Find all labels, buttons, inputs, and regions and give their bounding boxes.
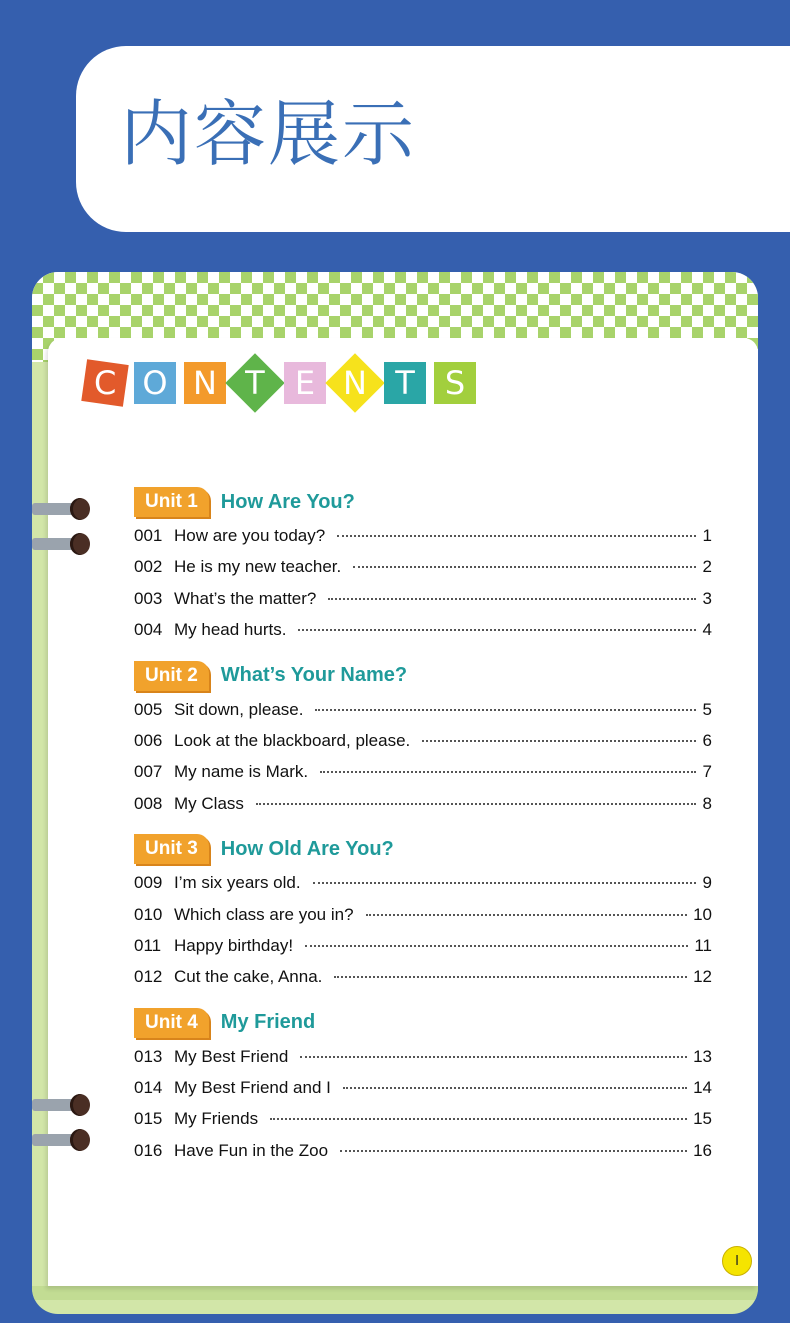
dot-leader — [270, 1118, 687, 1120]
dot-leader — [315, 709, 696, 711]
unit-section — [134, 833, 712, 999]
lesson-page-number: 6 — [702, 730, 712, 750]
contents-letter-tile: O — [134, 362, 176, 404]
lesson-page-number: 8 — [702, 793, 712, 813]
lesson-title: Sit down, please. — [174, 699, 304, 719]
binder-ring — [32, 1094, 90, 1116]
dot-leader — [313, 882, 696, 884]
lesson-row[interactable] — [134, 620, 712, 651]
lesson-row[interactable] — [134, 1109, 712, 1140]
lesson-page-number: 15 — [693, 1109, 712, 1129]
lesson-row[interactable] — [134, 762, 712, 793]
dot-leader — [305, 945, 688, 947]
lesson-row[interactable] — [134, 905, 712, 936]
lesson-row[interactable] — [134, 1141, 712, 1172]
lesson-number: 003 — [134, 588, 163, 608]
lesson-page-number: 16 — [693, 1140, 712, 1160]
unit-badge: Unit 3 — [134, 834, 209, 864]
dot-leader — [366, 914, 688, 916]
dot-leader — [343, 1087, 687, 1089]
lesson-number: 013 — [134, 1046, 163, 1066]
lesson-title: Cut the cake, Anna. — [174, 967, 323, 987]
dot-leader — [334, 976, 687, 978]
unit-header — [134, 486, 712, 518]
lesson-row[interactable] — [134, 794, 712, 825]
lesson-page-number: 12 — [693, 967, 712, 987]
dot-leader — [328, 598, 696, 600]
lesson-page-number: 11 — [694, 935, 712, 955]
dot-leader — [422, 740, 696, 742]
contents-letter-tile: C — [81, 359, 128, 406]
contents-heading — [84, 356, 504, 412]
unit-header — [134, 1007, 712, 1039]
dot-leader — [298, 629, 696, 631]
lesson-page-number: 2 — [702, 557, 712, 577]
lesson-page-number: 3 — [702, 588, 712, 608]
dot-leader — [340, 1150, 687, 1152]
unit-section — [134, 486, 712, 652]
lesson-row[interactable] — [134, 936, 712, 967]
lesson-title: I’m six years old. — [174, 873, 301, 893]
lesson-page-number: 13 — [693, 1046, 712, 1066]
lesson-page-number: 9 — [702, 873, 712, 893]
lesson-page-number: 10 — [693, 904, 712, 924]
lesson-title: How are you today? — [174, 526, 326, 545]
table-of-contents — [134, 486, 712, 1180]
unit-title: My Friend — [220, 1011, 316, 1034]
lesson-title: What’s the matter? — [174, 588, 317, 608]
page-number-badge: I — [722, 1246, 752, 1276]
unit-badge: Unit 4 — [134, 1008, 209, 1038]
lesson-number: 008 — [134, 793, 163, 813]
lesson-number: 010 — [134, 904, 163, 924]
dot-leader — [320, 771, 696, 773]
unit-badge: Unit 1 — [134, 487, 209, 517]
dot-leader — [353, 566, 696, 568]
lesson-row[interactable] — [134, 967, 712, 998]
lesson-page-number: 14 — [693, 1078, 712, 1098]
dot-leader — [256, 803, 696, 805]
lesson-number: 016 — [134, 1140, 163, 1160]
lesson-row[interactable] — [134, 700, 712, 731]
lesson-page-number: 1 — [702, 526, 712, 545]
contents-letter-tile: N — [325, 353, 384, 412]
page-title: 内容展示 — [120, 92, 417, 176]
lesson-row[interactable] — [134, 557, 712, 588]
lesson-row[interactable] — [134, 589, 712, 620]
unit-title: How Old Are You? — [220, 837, 394, 860]
lesson-title: My Friends — [174, 1109, 259, 1129]
lesson-number: 011 — [134, 935, 162, 955]
lesson-title: My Best Friend — [174, 1046, 289, 1066]
contents-letter-tile: T — [384, 362, 426, 404]
lesson-row[interactable] — [134, 873, 712, 904]
lesson-number: 012 — [134, 967, 163, 987]
lesson-title: My Best Friend and I — [174, 1078, 331, 1098]
binder-ring — [32, 1129, 90, 1151]
contents-letter-tile: T — [225, 353, 284, 412]
unit-section — [134, 660, 712, 826]
lesson-page-number: 5 — [702, 699, 712, 719]
lesson-title: Happy birthday! — [174, 935, 294, 955]
unit-title: What’s Your Name? — [220, 664, 408, 687]
lesson-number: 014 — [134, 1078, 163, 1098]
binder-ring — [32, 533, 90, 555]
unit-section — [134, 1007, 712, 1173]
binder-ring — [32, 498, 90, 520]
unit-title: How Are You? — [220, 490, 355, 513]
contents-letter-tile: N — [184, 362, 226, 404]
lesson-number: 005 — [134, 699, 163, 719]
lesson-title: He is my new teacher. — [174, 557, 342, 577]
lesson-page-number: 7 — [702, 762, 712, 782]
lesson-title: Have Fun in the Zoo — [174, 1140, 329, 1160]
lesson-number: 004 — [134, 620, 163, 640]
lesson-title: Look at the blackboard, please. — [174, 730, 411, 750]
lesson-number: 007 — [134, 762, 163, 782]
unit-header — [134, 660, 712, 692]
lesson-number: 009 — [134, 873, 163, 893]
lesson-row[interactable] — [134, 526, 712, 557]
lesson-title: My Class — [174, 793, 244, 813]
dot-leader — [300, 1056, 687, 1058]
lesson-title: My name is Mark. — [174, 762, 309, 782]
lesson-number: 002 — [134, 557, 163, 577]
lesson-title: Which class are you in? — [174, 904, 354, 924]
unit-header — [134, 833, 712, 865]
dot-leader — [337, 535, 696, 537]
contents-letter-tile: E — [284, 362, 326, 404]
lesson-number: 015 — [134, 1109, 163, 1129]
contents-letter-tile: S — [434, 362, 476, 404]
lesson-number: 006 — [134, 730, 163, 750]
lesson-row[interactable] — [134, 1047, 712, 1078]
lesson-page-number: 4 — [702, 620, 712, 640]
lesson-number: 001 — [134, 526, 163, 545]
lesson-row[interactable] — [134, 731, 712, 762]
lesson-row[interactable] — [134, 1078, 712, 1109]
lesson-title: My head hurts. — [174, 620, 287, 640]
unit-badge: Unit 2 — [134, 661, 209, 691]
page-edge — [32, 1286, 758, 1300]
